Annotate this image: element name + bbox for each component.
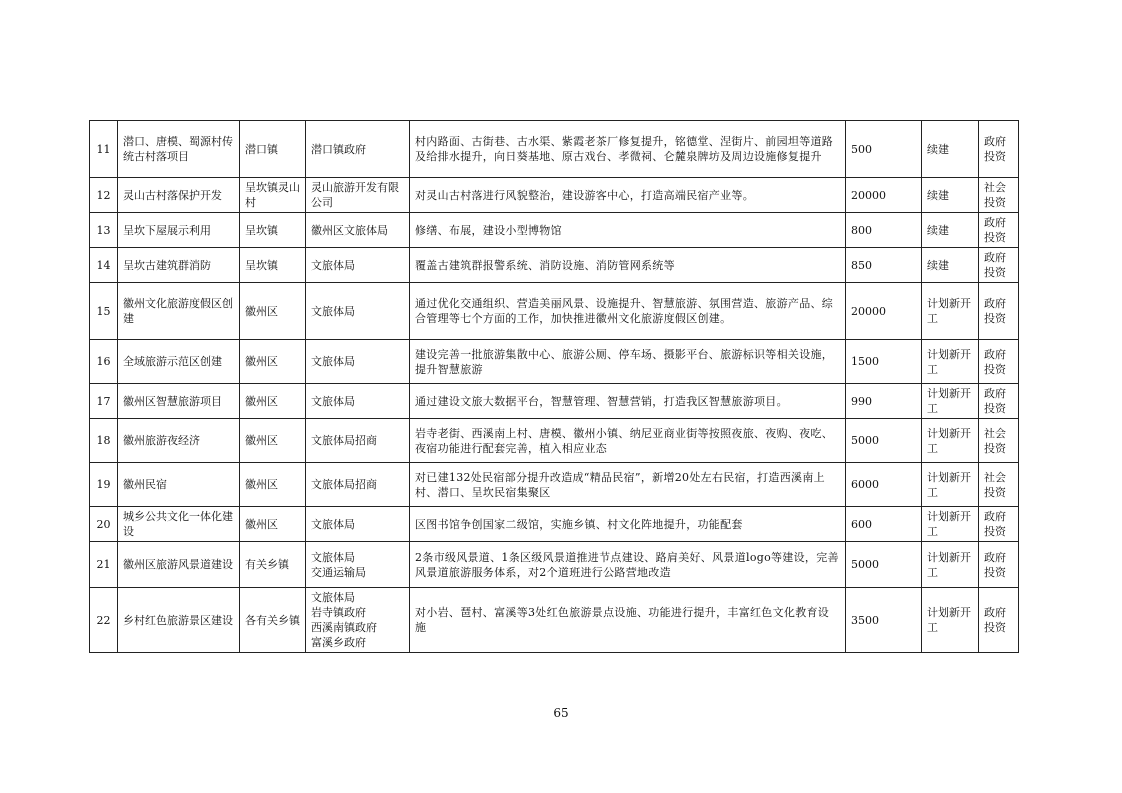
responsible-unit: 文旅体局 岩寺镇政府 西溪南镇政府 富溪乡政府 <box>306 588 410 653</box>
table-row <box>90 384 1019 419</box>
row-number: 12 <box>90 178 118 213</box>
funding-source: 政府投资 <box>979 507 1019 542</box>
project-name: 城乡公共文化一体化建设 <box>118 507 240 542</box>
investment-amount: 20000 <box>846 178 922 213</box>
table-row <box>90 283 1019 340</box>
project-name: 灵山古村落保护开发 <box>118 178 240 213</box>
responsible-unit: 文旅体局 <box>306 340 410 384</box>
construction-content: 建设完善一批旅游集散中心、旅游公厕、停车场、摄影平台、旅游标识等相关设施，提升智慧旅游 <box>410 340 846 384</box>
project-status: 计划新开工 <box>922 507 979 542</box>
responsible-unit: 文旅体局招商 <box>306 419 410 463</box>
project-location: 潜口镇 <box>240 121 306 178</box>
row-number: 16 <box>90 340 118 384</box>
construction-content: 对已建132处民宿部分提升改造成“精品民宿”，新增20处左右民宿，打造西溪南上村、潜口、呈坎民宿集聚区 <box>410 463 846 507</box>
responsible-unit: 潜口镇政府 <box>306 121 410 178</box>
project-location: 徽州区 <box>240 419 306 463</box>
row-number: 13 <box>90 213 118 248</box>
project-location: 徽州区 <box>240 340 306 384</box>
row-number: 14 <box>90 248 118 283</box>
funding-source: 政府投资 <box>979 121 1019 178</box>
investment-amount: 3500 <box>846 588 922 653</box>
project-location: 有关乡镇 <box>240 542 306 588</box>
project-name: 徽州区智慧旅游项目 <box>118 384 240 419</box>
project-status: 计划新开工 <box>922 340 979 384</box>
responsible-unit: 徽州区文旅体局 <box>306 213 410 248</box>
construction-content: 区图书馆争创国家二级馆，实施乡镇、村文化阵地提升，功能配套 <box>410 507 846 542</box>
investment-amount: 6000 <box>846 463 922 507</box>
investment-amount: 20000 <box>846 283 922 340</box>
funding-source: 政府投资 <box>979 542 1019 588</box>
funding-source: 政府投资 <box>979 340 1019 384</box>
funding-source: 政府投资 <box>979 213 1019 248</box>
table-row <box>90 121 1019 178</box>
table-row <box>90 588 1019 653</box>
funding-source: 政府投资 <box>979 588 1019 653</box>
project-status: 续建 <box>922 248 979 283</box>
investment-amount: 600 <box>846 507 922 542</box>
table-row <box>90 340 1019 384</box>
project-status: 续建 <box>922 213 979 248</box>
project-status: 计划新开工 <box>922 542 979 588</box>
construction-content: 覆盖古建筑群报警系统、消防设施、消防管网系统等 <box>410 248 846 283</box>
funding-source: 政府投资 <box>979 248 1019 283</box>
project-location: 徽州区 <box>240 507 306 542</box>
project-name: 乡村红色旅游景区建设 <box>118 588 240 653</box>
project-name: 潜口、唐模、蜀源村传统古村落项目 <box>118 121 240 178</box>
construction-content: 对灵山古村落进行风貌整治，建设游客中心，打造高端民宿产业等。 <box>410 178 846 213</box>
investment-amount: 5000 <box>846 419 922 463</box>
funding-source: 政府投资 <box>979 384 1019 419</box>
table-row <box>90 178 1019 213</box>
table-row <box>90 463 1019 507</box>
table-row <box>90 248 1019 283</box>
project-name: 徽州旅游夜经济 <box>118 419 240 463</box>
table-row <box>90 213 1019 248</box>
row-number: 21 <box>90 542 118 588</box>
funding-source: 社会投资 <box>979 463 1019 507</box>
construction-content: 通过建设文旅大数据平台，智慧管理、智慧营销，打造我区智慧旅游项目。 <box>410 384 846 419</box>
investment-amount: 5000 <box>846 542 922 588</box>
responsible-unit: 文旅体局 <box>306 507 410 542</box>
project-name: 呈坎下屋展示利用 <box>118 213 240 248</box>
funding-source: 社会投资 <box>979 419 1019 463</box>
project-name: 徽州民宿 <box>118 463 240 507</box>
investment-amount: 990 <box>846 384 922 419</box>
project-name: 徽州文化旅游度假区创建 <box>118 283 240 340</box>
responsible-unit: 文旅体局 <box>306 248 410 283</box>
project-status: 计划新开工 <box>922 588 979 653</box>
project-status: 续建 <box>922 178 979 213</box>
investment-amount: 850 <box>846 248 922 283</box>
funding-source: 社会投资 <box>979 178 1019 213</box>
project-location: 呈坎镇 <box>240 213 306 248</box>
responsible-unit: 文旅体局招商 <box>306 463 410 507</box>
project-name: 徽州区旅游风景道建设 <box>118 542 240 588</box>
investment-amount: 500 <box>846 121 922 178</box>
project-status: 计划新开工 <box>922 384 979 419</box>
project-location: 各有关乡镇 <box>240 588 306 653</box>
project-table <box>89 120 1019 653</box>
construction-content: 岩寺老街、西溪南上村、唐模、徽州小镇、纳尼亚商业街等按照夜旅、夜购、夜吃、夜宿功能进行配套完善，植入相应业态 <box>410 419 846 463</box>
table-row <box>90 507 1019 542</box>
responsible-unit: 文旅体局 交通运输局 <box>306 542 410 588</box>
construction-content: 村内路面、古街巷、古水渠、紫霞老茶厂修复提升，铭德堂、涅街片、前园坦等道路及给排水提升，向日葵基地、原古戏台、孝微祠、仑麓泉牌坊及周边设施修复提升 <box>410 121 846 178</box>
project-status: 计划新开工 <box>922 463 979 507</box>
project-name: 呈坎古建筑群消防 <box>118 248 240 283</box>
row-number: 11 <box>90 121 118 178</box>
row-number: 19 <box>90 463 118 507</box>
funding-source: 政府投资 <box>979 283 1019 340</box>
responsible-unit: 灵山旅游开发有限公司 <box>306 178 410 213</box>
investment-amount: 800 <box>846 213 922 248</box>
construction-content: 通过优化交通组织、营造美丽风景、设施提升、智慧旅游、氛围营造、旅游产品、综合管理等七个方面的工作，加快推进徽州文化旅游度假区创建。 <box>410 283 846 340</box>
responsible-unit: 文旅体局 <box>306 384 410 419</box>
project-status: 计划新开工 <box>922 283 979 340</box>
project-location: 徽州区 <box>240 384 306 419</box>
project-location: 徽州区 <box>240 283 306 340</box>
row-number: 17 <box>90 384 118 419</box>
construction-content: 对小岩、琶村、富溪等3处红色旅游景点设施、功能进行提升，丰富红色文化教育设施 <box>410 588 846 653</box>
row-number: 18 <box>90 419 118 463</box>
project-status: 计划新开工 <box>922 419 979 463</box>
construction-content: 2条市级风景道、1条区级风景道推进节点建设、路肩美好、风景道logo等建设，完善风景道旅游服务体系，对2个道班进行公路营地改造 <box>410 542 846 588</box>
project-status: 续建 <box>922 121 979 178</box>
row-number: 20 <box>90 507 118 542</box>
responsible-unit: 文旅体局 <box>306 283 410 340</box>
project-location: 呈坎镇 <box>240 248 306 283</box>
project-location: 徽州区 <box>240 463 306 507</box>
project-location: 呈坎镇灵山村 <box>240 178 306 213</box>
table-row <box>90 419 1019 463</box>
table-row <box>90 542 1019 588</box>
investment-amount: 1500 <box>846 340 922 384</box>
project-name: 全域旅游示范区创建 <box>118 340 240 384</box>
row-number: 22 <box>90 588 118 653</box>
construction-content: 修缮、布展，建设小型博物馆 <box>410 213 846 248</box>
row-number: 15 <box>90 283 118 340</box>
page-number: 65 <box>553 706 569 720</box>
